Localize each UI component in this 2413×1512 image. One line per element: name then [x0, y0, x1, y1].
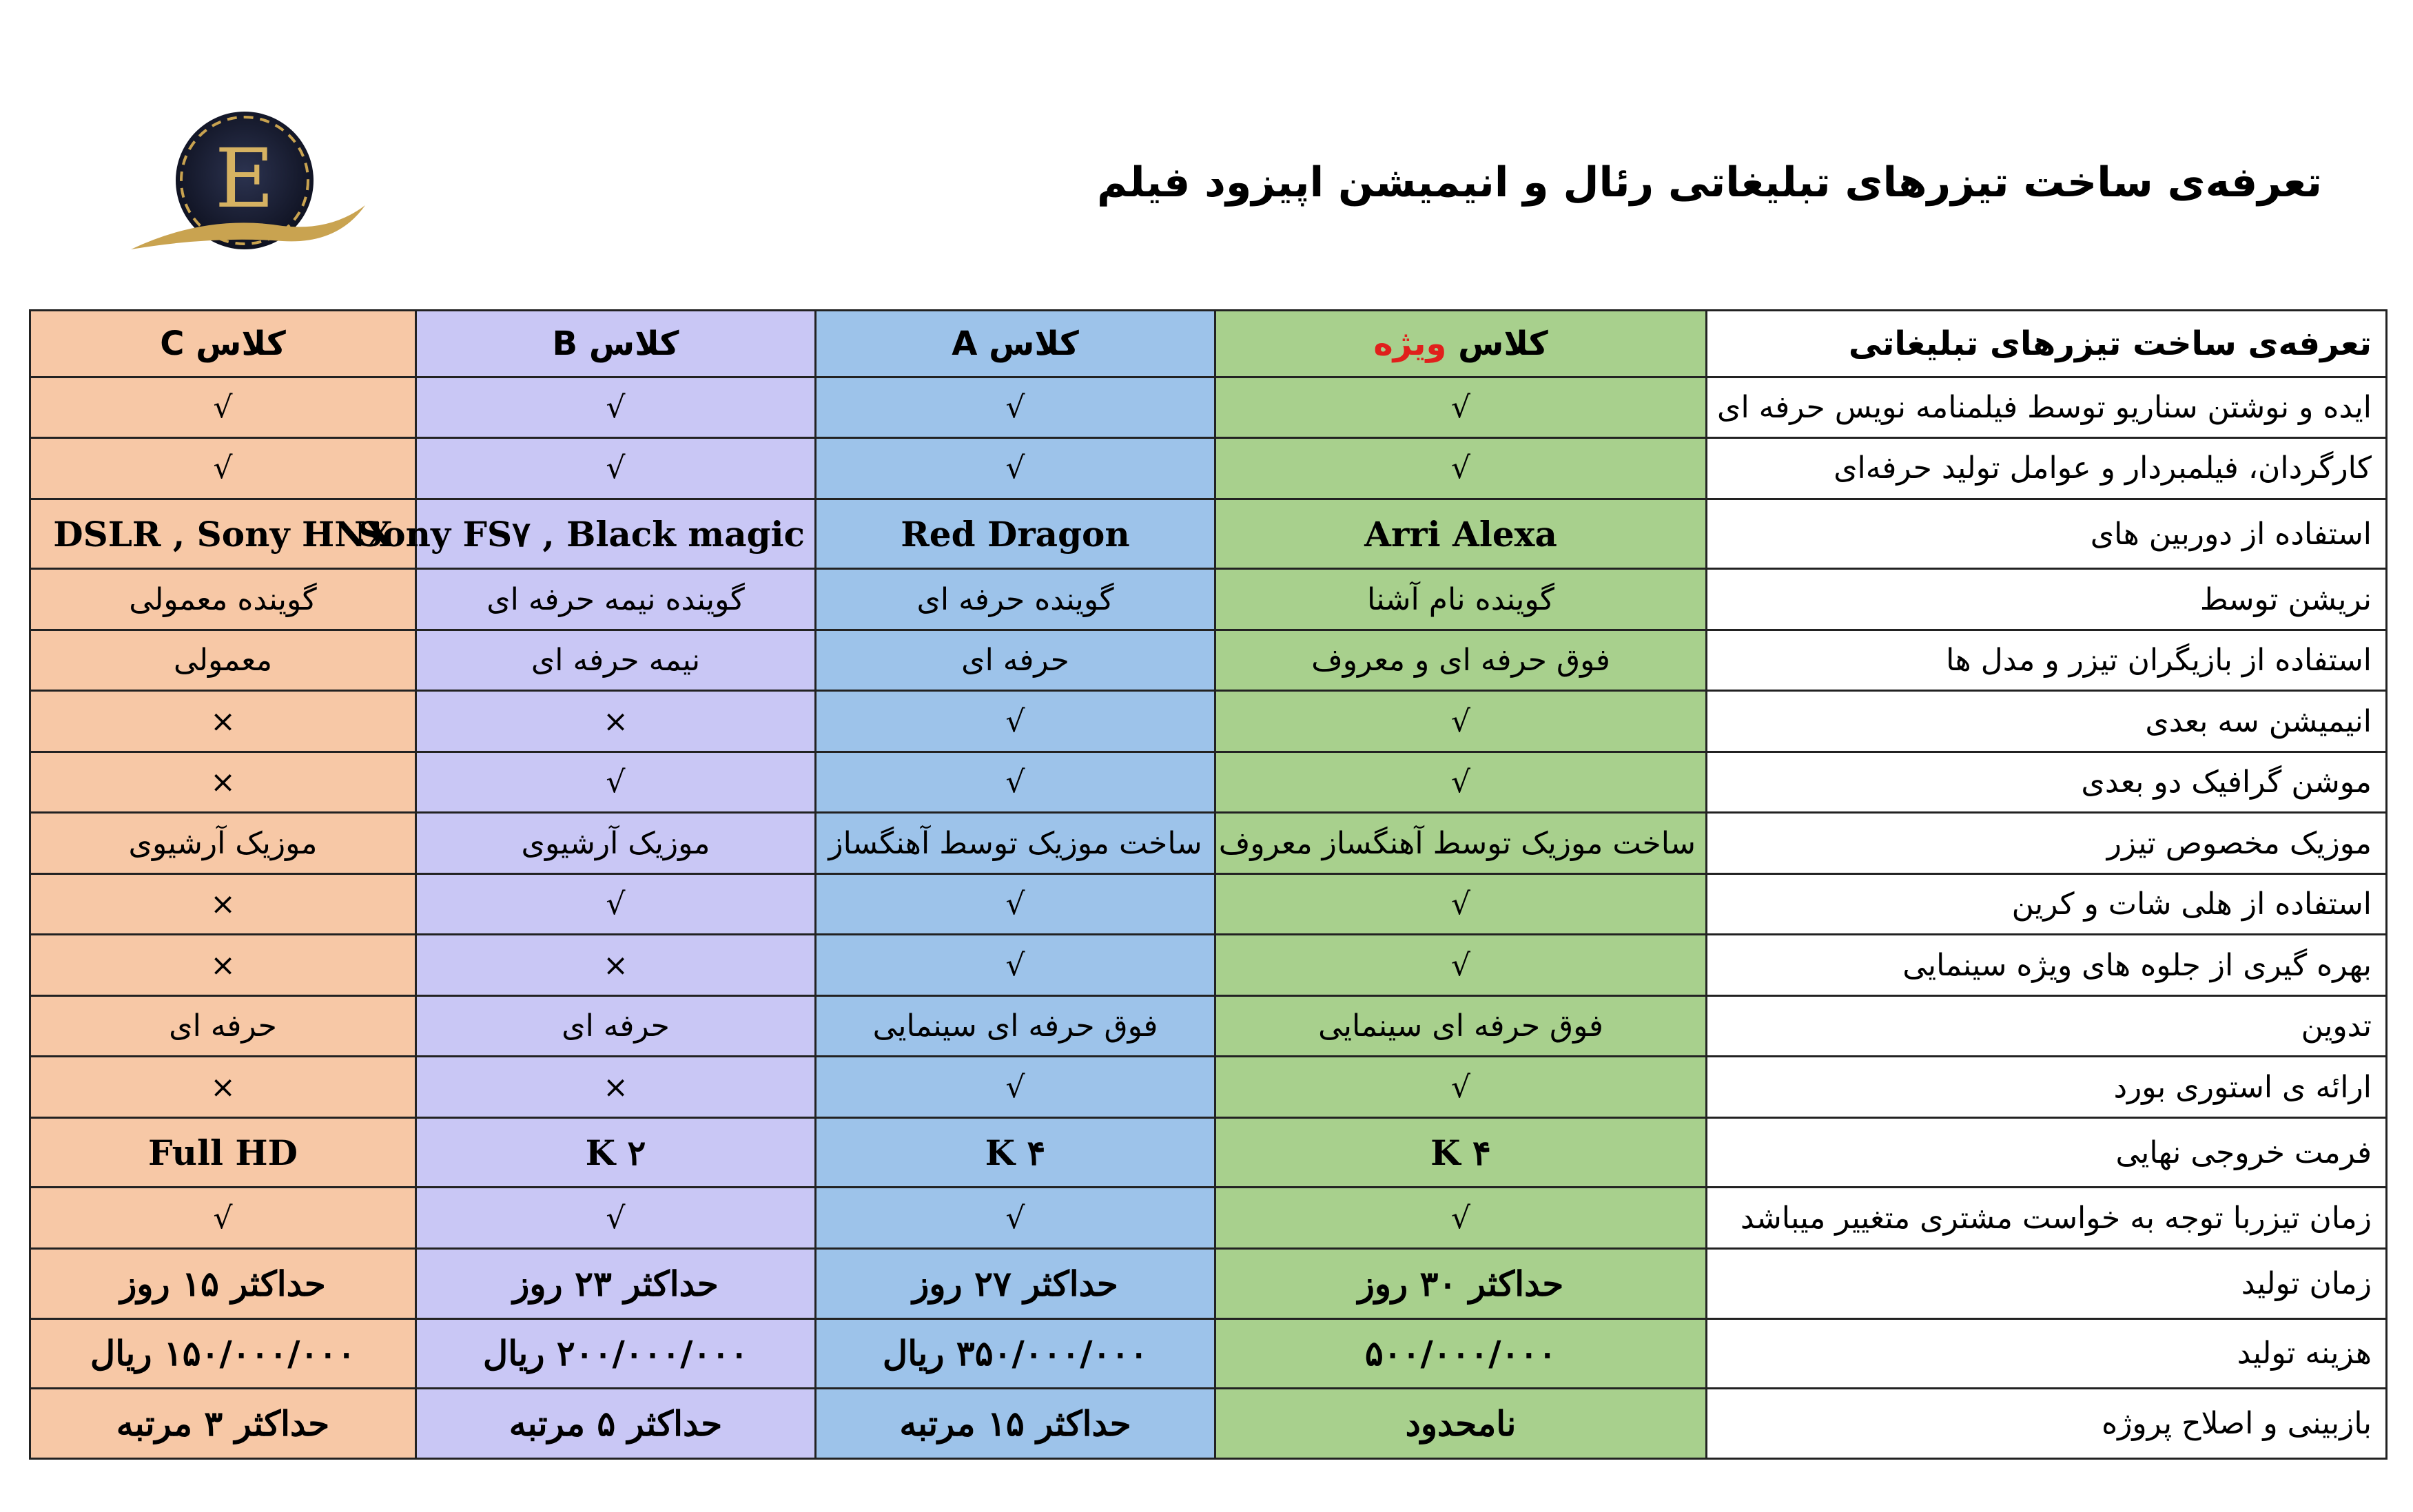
table-row — [30, 1389, 2387, 1459]
header-class-a: کلاس A — [816, 311, 1215, 377]
header-feature: تعرفه‌ی ساخت تیزرهای تبلیغاتی — [1707, 311, 2387, 377]
cell-class-a: حداکثر ۱۵ مرتبه — [816, 1389, 1215, 1459]
cell-class-a: فوق حرفه ای سینمایی — [816, 995, 1215, 1057]
header-class-b: کلاس B — [416, 311, 816, 377]
cell-class-a: √ — [816, 438, 1215, 499]
cell-class-c: √ — [30, 438, 416, 499]
cell-class-c: × — [30, 873, 416, 935]
cell-class-vip: ساخت موزیک توسط آهنگساز معروف — [1215, 813, 1707, 874]
cell-class-a: گوینده حرفه ای — [816, 569, 1215, 630]
cell-class-a: √ — [816, 1188, 1215, 1249]
cell-class-c: × — [30, 1057, 416, 1118]
table-row — [30, 813, 2387, 874]
cell-class-a: √ — [816, 377, 1215, 438]
cell-class-vip: √ — [1215, 873, 1707, 935]
cell-class-c: معمولی — [30, 630, 416, 691]
cell-class-b: × — [416, 691, 816, 752]
cell-class-a: √ — [816, 935, 1215, 996]
cell-class-c: DSLR , Sony HNX — [30, 499, 416, 569]
cell-class-a: √ — [816, 752, 1215, 813]
cell-class-c: حداکثر ۳ مرتبه — [30, 1389, 416, 1459]
table-row — [30, 569, 2387, 630]
cell-feature: زمان تیزربا توجه به خواست مشتری متغییر میباشد — [1707, 1188, 2387, 1249]
cell-class-c: × — [30, 752, 416, 813]
cell-class-b: √ — [416, 377, 816, 438]
cell-class-vip: √ — [1215, 691, 1707, 752]
cell-class-vip: √ — [1215, 377, 1707, 438]
cell-class-a: √ — [816, 873, 1215, 935]
cell-feature: استفاده از هلی شات و کرین — [1707, 873, 2387, 935]
cell-class-a: √ — [816, 691, 1215, 752]
table-row — [30, 935, 2387, 996]
cell-class-c: حرفه ای — [30, 995, 416, 1057]
cell-class-vip: Arri Alexa — [1215, 499, 1707, 569]
cell-class-a: Red Dragon — [816, 499, 1215, 569]
table-row — [30, 377, 2387, 438]
logo-letter: E — [214, 131, 275, 226]
cell-feature: ارائه ی استوری بورد — [1707, 1057, 2387, 1118]
cell-class-vip: √ — [1215, 1057, 1707, 1118]
header-class-vip: کلاس ویژه — [1215, 311, 1707, 377]
cell-class-a: ۴ K — [816, 1117, 1215, 1188]
cell-class-c: ۱۵۰/۰۰۰/۰۰۰ ریال — [30, 1318, 416, 1389]
table-row — [30, 752, 2387, 813]
cell-class-c: √ — [30, 1188, 416, 1249]
table-header-row — [30, 311, 2387, 377]
cell-class-a: حداکثر ۲۷ روز — [816, 1248, 1215, 1318]
cell-class-c: گوینده معمولی — [30, 569, 416, 630]
cell-class-b: موزیک آرشیوی — [416, 813, 816, 874]
cell-feature: هزینه تولید — [1707, 1318, 2387, 1389]
vip-label: ویژه — [1373, 324, 1447, 363]
pricing-table — [29, 309, 2388, 1460]
cell-feature: زمان تولید — [1707, 1248, 2387, 1318]
cell-feature: انیمیشن سه بعدی — [1707, 691, 2387, 752]
cell-feature: تدوین — [1707, 995, 2387, 1057]
table-row — [30, 1248, 2387, 1318]
cell-class-vip: نامحدود — [1215, 1389, 1707, 1459]
cell-feature: بازبینی و اصلاح پروژه — [1707, 1389, 2387, 1459]
cell-class-vip: ۴ K — [1215, 1117, 1707, 1188]
table-row — [30, 873, 2387, 935]
cell-class-c: Full HD — [30, 1117, 416, 1188]
cell-class-b: √ — [416, 752, 816, 813]
table-row — [30, 1318, 2387, 1389]
cell-class-vip: فوق حرفه ای سینمایی — [1215, 995, 1707, 1057]
cell-class-b: حداکثر ۲۳ روز — [416, 1248, 816, 1318]
cell-class-vip: √ — [1215, 935, 1707, 996]
cell-class-b: √ — [416, 438, 816, 499]
cell-feature: ایده و نوشتن سناریو توسط فیلمنامه نویس حرفه ای — [1707, 377, 2387, 438]
cell-class-b: ۲۰۰/۰۰۰/۰۰۰ ریال — [416, 1318, 816, 1389]
cell-class-b: گوینده نیمه حرفه ای — [416, 569, 816, 630]
cell-class-vip: فوق حرفه ای و معروف — [1215, 630, 1707, 691]
cell-class-vip: √ — [1215, 752, 1707, 813]
cell-class-a: ساخت موزیک توسط آهنگساز — [816, 813, 1215, 874]
cell-class-c: × — [30, 691, 416, 752]
cell-class-b: ۲ K — [416, 1117, 816, 1188]
cell-feature: کارگردان، فیلمبردار و عوامل تولید حرفه‌ای — [1707, 438, 2387, 499]
cell-feature: استفاده از بازیگران تیزر و مدل ها — [1707, 630, 2387, 691]
cell-class-a: ۳۵۰/۰۰۰/۰۰۰ ریال — [816, 1318, 1215, 1389]
table-row — [30, 1057, 2387, 1118]
cell-class-c: × — [30, 935, 416, 996]
table-row — [30, 438, 2387, 499]
cell-class-a: حرفه ای — [816, 630, 1215, 691]
cell-feature: استفاده از دوربین های — [1707, 499, 2387, 569]
table-row — [30, 1188, 2387, 1249]
cell-feature: نریشن توسط — [1707, 569, 2387, 630]
cell-feature: فرمت خروجی نهایی — [1707, 1117, 2387, 1188]
page-title: تعرفه‌ی ساخت تیزرهای تبلیغاتی رئال و انیمیشن اپیزود فیلم — [1096, 158, 2322, 207]
cell-class-vip: √ — [1215, 1188, 1707, 1249]
cell-feature: موشن گرافیک دو بعدی — [1707, 752, 2387, 813]
cell-class-b: نیمه حرفه ای — [416, 630, 816, 691]
cell-class-b: √ — [416, 1188, 816, 1249]
cell-class-c: √ — [30, 377, 416, 438]
table-row — [30, 995, 2387, 1057]
cell-class-vip: گوینده نام آشنا — [1215, 569, 1707, 630]
table-row — [30, 630, 2387, 691]
table-row — [30, 499, 2387, 569]
cell-class-a: √ — [816, 1057, 1215, 1118]
header-class-c: کلاس C — [30, 311, 416, 377]
cell-class-b: × — [416, 1057, 816, 1118]
cell-class-b: √ — [416, 873, 816, 935]
cell-class-b: × — [416, 935, 816, 996]
table-row — [30, 1117, 2387, 1188]
cell-feature: بهره گیری از جلوه های ویژه سینمایی — [1707, 935, 2387, 996]
cell-class-b: Sony FS۷ , Black magic — [416, 499, 816, 569]
cell-class-b: حرفه ای — [416, 995, 816, 1057]
logo-e-emblem — [124, 103, 372, 262]
cell-class-b: حداکثر ۵ مرتبه — [416, 1389, 816, 1459]
cell-class-vip: حداکثر ۳۰ روز — [1215, 1248, 1707, 1318]
cell-feature: موزیک مخصوص تیزر — [1707, 813, 2387, 874]
table-row — [30, 691, 2387, 752]
cell-class-vip: ۵۰۰/۰۰۰/۰۰۰ — [1215, 1318, 1707, 1389]
cell-class-c: موزیک آرشیوی — [30, 813, 416, 874]
cell-class-c: حداکثر ۱۵ روز — [30, 1248, 416, 1318]
cell-class-vip: √ — [1215, 438, 1707, 499]
